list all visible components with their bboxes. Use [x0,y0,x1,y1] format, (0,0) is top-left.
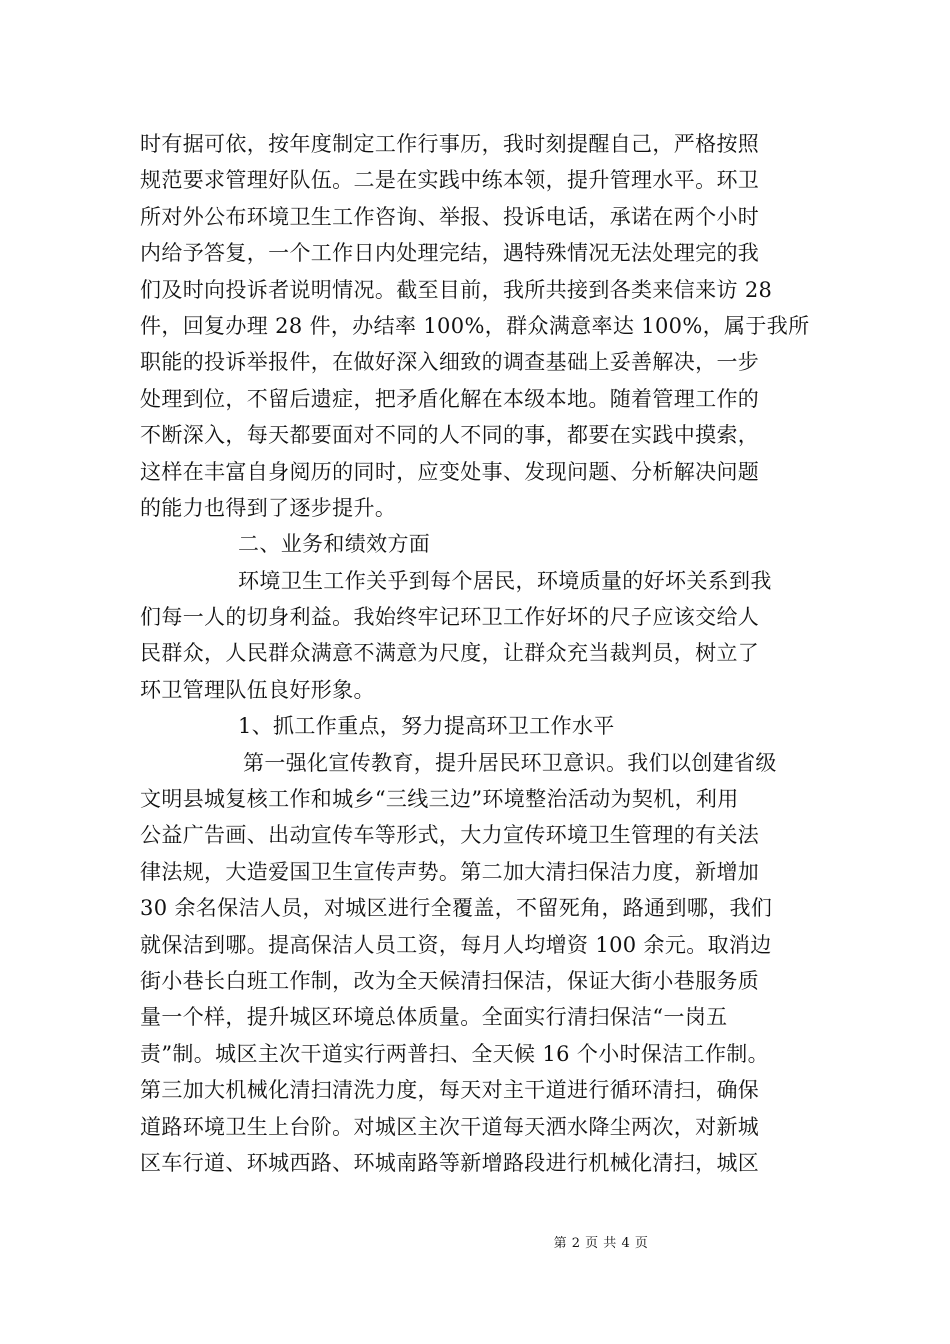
text-line: 区车行道、环城西路、环城南路等新增路段进行机械化清扫，城区 [140,1150,760,1175]
text-line: 量一个样，提升城区环境总体质量。全面实行清扫保洁“一岗五 [140,1005,728,1030]
text-line: 时有据可依，按年度制定工作行事历，我时刻提醒自己，严格按照 [140,132,760,156]
text-line: 街小巷长白班工作制，改为全天候清扫保洁，保证大街小巷服务质 [140,968,760,993]
paragraph-start: 第一强化宣传教育，提升居民环卫意识。我们以创建省级 [243,750,777,775]
subsection-heading: 1、抓工作重点，努力提高环卫工作水平 [238,714,615,739]
text-line: 律法规，大造爱国卫生宣传声势。第二加大清扫保洁力度，新增加 [140,859,760,884]
body-text [140,126,812,1181]
section-heading: 二、业务和绩效方面 [238,532,431,557]
paragraph-start: 环境卫生工作关乎到每个居民，环境质量的好坏关系到我 [238,568,772,593]
text-line: 这样在丰富自身阅历的同时，应变处事、发现问题、分析解决问题 [140,459,760,484]
text-line: 们及时向投诉者说明情况。截至目前，我所共接到各类来信来访 28 [140,277,773,302]
text-line: 件，回复办理 28 件，办结率 100%，群众满意率达 100%，属于我所 [140,313,810,338]
text-line: 文明县城复核工作和城乡“三线三边”环境整治活动为契机，利用 [140,787,739,812]
text-line: 公益广告画、出动宣传车等形式，大力宣传环境卫生管理的有关法 [140,823,760,848]
text-line: 内给予答复，一个工作日内处理完结，遇特殊情况无法处理完的我 [140,241,760,266]
text-line: 道路环境卫生上台阶。对城区主次干道每天洒水降尘两次，对新城 [140,1114,760,1139]
text-line: 环卫管理队伍良好形象。 [140,677,375,702]
text-line: 30 余名保洁人员，对城区进行全覆盖，不留死角，路通到哪，我们 [140,896,773,921]
text-line: 规范要求管理好队伍。二是在实践中练本领，提升管理水平。环卫 [140,168,760,193]
text-line: 的能力也得到了逐步提升。 [140,495,397,520]
text-line: 处理到位，不留后遗症，把矛盾化解在本级本地。随着管理工作的 [140,386,760,411]
text-line: 职能的投诉举报件，在做好深入细致的调查基础上妥善解决，一步 [140,350,760,375]
text-line: 所对外公布环境卫生工作咨询、举报、投诉电话，承诺在两个小时 [140,204,760,229]
text-line: 就保洁到哪。提高保洁人员工资，每月人均增资 100 余元。取消边 [140,932,772,957]
text-line: 民群众，人民群众满意不满意为尺度，让群众充当裁判员，树立了 [140,641,760,666]
text-line: 责”制。城区主次干道实行两普扫、全天候 16 个小时保洁工作制。 [140,1041,770,1066]
page-footer: 第 2 页 共 4 页 [553,1236,649,1251]
text-line: 不断深入，每天都要面对不同的人不同的事，都要在实践中摸索， [140,423,760,448]
text-line: 们每一人的切身利益。我始终牢记环卫工作好坏的尺子应该交给人 [140,605,760,630]
text-line: 第三加大机械化清扫清洗力度，每天对主干道进行循环清扫，确保 [140,1078,760,1103]
